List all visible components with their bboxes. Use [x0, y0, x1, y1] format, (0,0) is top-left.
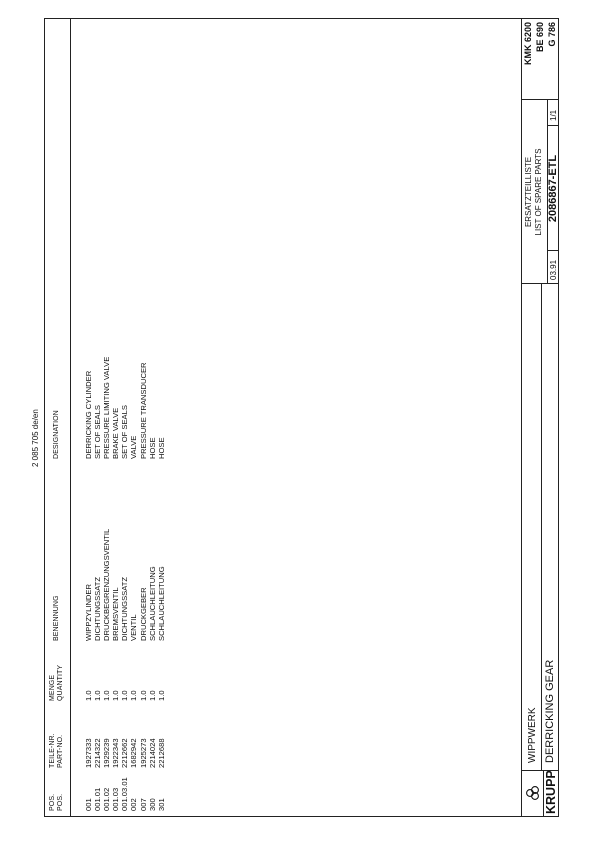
table-row-benennung: DRUCKGEBER — [138, 587, 148, 641]
brand-name: KRUPP — [544, 770, 558, 814]
table-row-pos: 001.01 — [93, 787, 103, 811]
table-row-designation: DERRICKING CYLINDER — [84, 370, 93, 459]
table-row-qty: 1.0 — [93, 690, 103, 701]
table-row-pos: 001.03 — [111, 787, 121, 811]
table-row-qty: 1.0 — [120, 690, 130, 701]
table-row-designation: SET OF SEALS — [93, 405, 103, 459]
header-part-no — [49, 733, 65, 768]
pos-column — [84, 777, 166, 811]
table-row-qty: 1.0 — [84, 690, 93, 701]
table-row-designation: PRESSURE LIMITING VALVE — [102, 356, 112, 459]
header-pos — [49, 794, 65, 811]
header-pos-en: POS. — [57, 793, 64, 811]
header-quantity-en: QUANTITY — [57, 664, 64, 701]
header-quantity-de: MENGE — [49, 674, 56, 701]
header-benennung: BENENNUNG — [53, 595, 60, 641]
table-row-benennung: SCHLAUCHLEITUNG — [147, 566, 157, 641]
designation-column — [84, 357, 166, 459]
table-row-qty: 1.0 — [138, 690, 148, 701]
table-row-designation: VALVE — [129, 435, 139, 459]
parts-table — [44, 18, 543, 817]
header-part-no-de: TEILE-NR. — [49, 733, 56, 768]
header-pos-de: POS. — [49, 793, 56, 811]
table-row-part-no: 2214024 — [147, 738, 157, 768]
table-row-part-no: 1927333 — [84, 738, 93, 768]
table-row-part-no: 1925273 — [138, 738, 148, 768]
table-row-part-no: 2212688 — [156, 738, 166, 768]
model-number: KMK 6200 — [523, 22, 533, 66]
table-row-designation: BRAKE VALVE — [111, 407, 121, 459]
header-separator — [70, 19, 71, 816]
table-row-benennung: WIPPZYLINDER — [84, 584, 93, 641]
table-row-qty: 1.0 — [147, 690, 157, 701]
table-row-pos: 301 — [156, 798, 166, 811]
g-number: G 786 — [547, 22, 557, 47]
sheet-number: 1/1 — [549, 109, 558, 121]
title-de: WIPPWERK — [527, 707, 538, 763]
date: 03.91 — [549, 259, 558, 280]
table-row-designation: HOSE — [156, 437, 166, 459]
title-block — [521, 18, 559, 817]
krupp-rings-logo-icon — [525, 785, 541, 801]
list-title-de: ERSATZTEILLISTE — [524, 156, 533, 228]
header-quantity — [49, 665, 65, 701]
table-row-pos: 007 — [138, 798, 148, 811]
list-title-en: LIST OF SPARE PARTS — [534, 148, 543, 236]
table-row-pos: 002 — [129, 798, 139, 811]
table-row-pos: 300 — [147, 798, 157, 811]
part-no-column — [84, 738, 166, 768]
table-row-benennung: DICHTUNGSSATZ — [93, 577, 103, 641]
tb-divider — [541, 284, 542, 771]
drawing-number: 2086867-ETL — [547, 154, 559, 223]
table-row-part-no: 1922343 — [111, 738, 121, 768]
table-row-qty: 1.0 — [111, 690, 121, 701]
header-part-no-en: PART-NO. — [57, 734, 64, 768]
table-row-pos: 001 — [84, 798, 93, 811]
table-row-benennung: SCHLAUCHLEITUNG — [156, 566, 166, 641]
benennung-column — [84, 529, 166, 641]
table-row-benennung: DRUCKBEGRENZUNGSVENTIL — [102, 528, 112, 641]
table-row-pos: 001.02 — [102, 787, 112, 811]
table-row-designation: SET OF SEALS — [120, 405, 130, 459]
table-row-qty: 1.0 — [129, 690, 139, 701]
table-row-designation: HOSE — [147, 437, 157, 459]
table-row-benennung: DICHTUNGSSATZ — [120, 577, 130, 641]
header-designation: DESIGNATION — [53, 410, 60, 459]
table-row-qty: 1.0 — [102, 690, 112, 701]
be-number: BE 690 — [535, 22, 545, 53]
quantity-column — [84, 690, 166, 701]
table-row-part-no: 1929239 — [102, 738, 112, 768]
table-row-pos: 001.03.01 — [120, 777, 130, 811]
table-row-benennung: VENTIL — [129, 614, 139, 641]
table-row-qty: 1.0 — [156, 690, 166, 701]
table-row-designation: PRESSURE TRANSDUCER — [138, 362, 148, 459]
table-row-part-no: 2212662 — [120, 738, 130, 768]
title-en: DERRICKING GEAR — [544, 659, 556, 763]
document-number: 2 085 705 de/en — [31, 409, 40, 467]
table-row-part-no: 2214322 — [93, 738, 103, 768]
table-row-benennung: BREMSVENTIL — [111, 587, 121, 641]
table-row-part-no: 1682942 — [129, 738, 139, 768]
